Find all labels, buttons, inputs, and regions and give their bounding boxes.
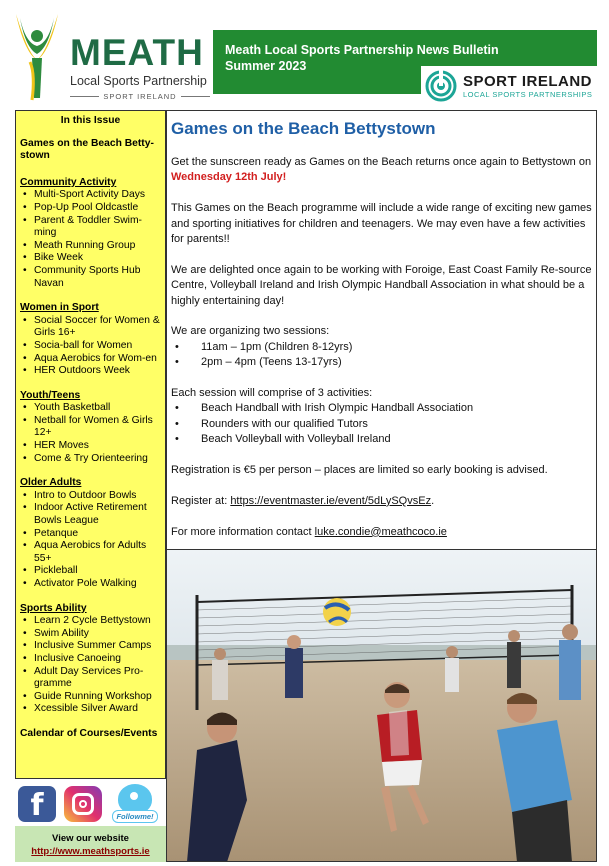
sidebar-list-item: • Inclusive Summer Camps (20, 640, 161, 653)
sidebar-list-item: • Xcessible Silver Award (20, 703, 161, 716)
activities-list (171, 401, 592, 447)
sidebar-list-item: • Socia-ball for Women (20, 340, 161, 353)
article-intro: Get the sunscreen ready as Games on the Beach returns once again to Bettystown on Wednesday 12th July! (171, 156, 592, 184)
beach-photo-illustration (167, 550, 597, 862)
sidebar-list-item: • Parent & Toddler Swim-ming (20, 215, 161, 240)
sidebar-section-list (20, 189, 161, 290)
sidebar-section-title: Community Activity (20, 176, 117, 188)
article-list-item: • 11am – 1pm (Children 8-12yrs) (171, 340, 592, 355)
sidebar-list-item: • Multi-Sport Activity Days (20, 189, 161, 202)
sidebar-list-item: • Pop-Up Pool Oldcastle (20, 202, 161, 215)
instagram-icon[interactable] (64, 786, 102, 822)
in-this-issue-sidebar (15, 110, 166, 779)
sidebar-list-item: • Pickleball (20, 565, 161, 578)
sidebar-feature: Games on the Beach Betty-stown (20, 137, 154, 162)
twitter-follow-icon[interactable] (110, 784, 160, 824)
sidebar-list-item: • Swim Ability (20, 628, 161, 641)
sidebar-list-item: • Guide Running Workshop (20, 691, 161, 704)
contact-line: For more information contact luke.condie@meathcoco.ie (171, 525, 447, 538)
sidebar-section-title: Youth/Teens (20, 389, 81, 401)
activities-intro: Each session will comprise of 3 activities: (171, 387, 373, 400)
sidebar-list-item: • Social Soccer for Women & Girls 16+ (20, 315, 161, 340)
sidebar-calendar: Calendar of Courses/Events (20, 727, 158, 739)
sidebar-list-item: • Come & Try Orienteering (20, 453, 161, 466)
banner-subtitle: Summer 2023 (225, 59, 307, 73)
banner-title: Meath Local Sports Partnership News Bulletin (225, 43, 499, 57)
sidebar-section-title: Women in Sport (20, 302, 99, 314)
twitter-badge: Followme! (112, 810, 158, 823)
contact-email-link[interactable]: luke.condie@meathcoco.ie (314, 525, 447, 538)
logo-title: MEATH (70, 32, 204, 73)
sidebar-section-list (20, 315, 161, 378)
logo-subtitle: Local Sports Partnership (70, 74, 207, 88)
beach-volleyball-photo (166, 550, 597, 862)
article-paragraph-3: We are delighted once again to be working with Foroige, East Coast Family Re-source Centre, Volleyball Ireland and Irish Olympic Handball Association in what should be a highly entertaining day! (171, 263, 592, 307)
registration-text: Registration is €5 per person – places are limited so early booking is advised. (171, 464, 548, 477)
sidebar-section-title: Older Adults (20, 477, 82, 489)
meath-lsp-logo (4, 8, 214, 108)
sidebar-list-item: • Petanque (20, 528, 161, 541)
sidebar-list-item: • Meath Running Group (20, 240, 161, 253)
sidebar-list-item: • Netball for Women & Girls 12+ (20, 415, 161, 440)
social-links (18, 784, 164, 824)
sidebar-list-item: • Inclusive Canoeing (20, 653, 161, 666)
article-list-item: • 2pm – 4pm (Teens 13-17yrs) (171, 355, 592, 370)
sidebar-list-item: • Bike Week (20, 252, 161, 265)
article (166, 110, 597, 550)
sidebar-heading: In this Issue (60, 115, 121, 126)
sport-ireland-title: SPORT IRELAND (463, 73, 593, 90)
sidebar-list-item: • HER Moves (20, 440, 161, 453)
article-list-item: • Beach Volleyball with Volleyball Ireland (171, 432, 592, 447)
sidebar-list-item: • Community Sports Hub Navan (20, 265, 161, 290)
website-label: View our website (52, 833, 129, 844)
register-line: Register at: https://eventmaster.ie/event/5dLySQvsEz. (171, 494, 435, 507)
register-link[interactable]: https://eventmaster.ie/event/5dLySQvsEz (230, 494, 432, 507)
article-list-item: • Beach Handball with Irish Olympic Handball Association (171, 401, 592, 416)
event-date: Wednesday 12th July! (171, 171, 287, 184)
sidebar-list-item: • Indoor Active Retirement Bowls League (20, 502, 161, 527)
sidebar-list-item: • HER Outdoors Week (20, 365, 161, 378)
sidebar-list-item: • Activator Pole Walking (20, 578, 161, 591)
website-box (15, 826, 166, 862)
sidebar-list-item: • Learn 2 Cycle Bettystown (20, 615, 161, 628)
sidebar-list-item: • Intro to Outdoor Bowls (20, 490, 161, 503)
sidebar-list-item: • Adult Day Services Pro-gramme (20, 666, 161, 691)
sport-ireland-subtitle: LOCAL SPORTS PARTNERSHIPS (463, 90, 593, 99)
sidebar-list-item: • Aqua Aerobics for Adults 55+ (20, 540, 161, 565)
sidebar-section-list (20, 402, 161, 465)
article-paragraph-2: This Games on the Beach programme will include a wide range of exciting new games and sporting initiatives for children and teenagers. We may even have a few activities for parents!! (171, 202, 592, 246)
sidebar-section-list (20, 615, 161, 716)
article-title: Games on the Beach Bettystown (171, 119, 436, 138)
sidebar-section-title: Sports Ability (20, 602, 87, 614)
sidebar-section-list (20, 490, 161, 591)
sessions-list (171, 340, 592, 371)
athlete-figure-icon (10, 10, 64, 102)
sport-ireland-swirl-icon (425, 70, 457, 102)
website-link[interactable]: http://www.meathsports.ie (31, 846, 150, 857)
facebook-icon[interactable]: f (18, 786, 56, 822)
sport-ireland-logo (421, 66, 597, 106)
sidebar-list-item: • Youth Basketball (20, 402, 161, 415)
article-list-item: • Rounders with our qualified Tutors (171, 417, 592, 432)
logo-tagline: SPORT IRELAND (70, 92, 210, 101)
sidebar-list-item: • Aqua Aerobics for Wom-en (20, 353, 161, 366)
sessions-intro: We are organizing two sessions: (171, 325, 330, 338)
